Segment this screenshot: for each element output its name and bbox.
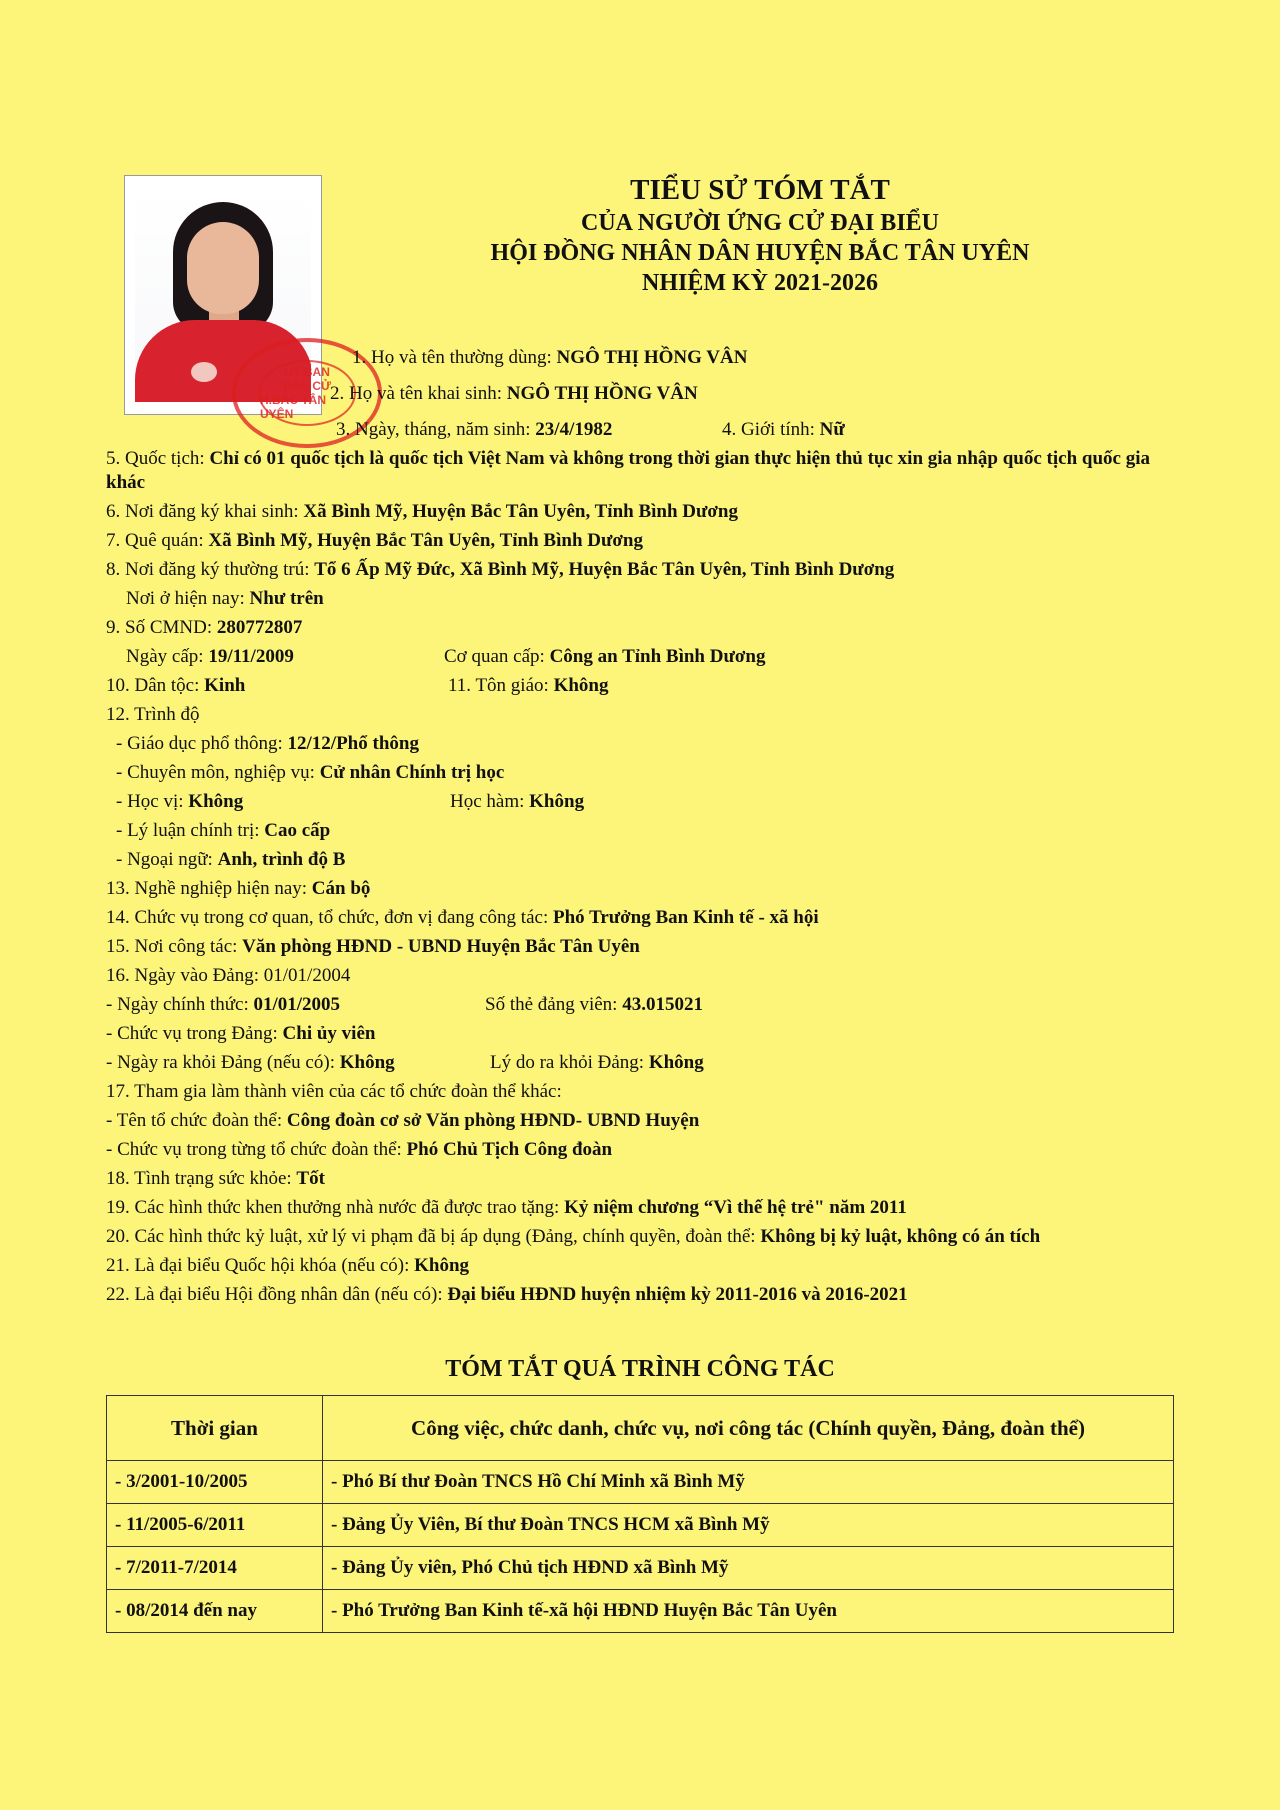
- row-time: - 11/2005-6/2011: [107, 1504, 323, 1547]
- field-ethnicity: 10. Dân tộc: Kinh: [106, 675, 246, 696]
- row-time: - 7/2011-7/2014: [107, 1547, 323, 1590]
- document-header: [440, 172, 1080, 298]
- field-nationality: 5. Quốc tịch: Chỉ có 01 quốc tịch là quốc tịch Việt Nam và không trong thời gian thực hiện thủ tục xin gia nhập quốc tịch quốc gia khác: [106, 448, 1151, 493]
- field-party-leave-reason: Lý do ra khỏi Đảng: Không: [490, 1052, 704, 1073]
- header-line-2: CỦA NGƯỜI ỨNG CỬ ĐẠI BIỂU: [580, 210, 939, 236]
- row-description: - Phó Trưởng Ban Kinh tế-xã hội HĐND Huyện Bắc Tân Uyên: [323, 1590, 1174, 1633]
- header-line-4: NHIỆM KỲ 2021-2026: [642, 270, 878, 296]
- table-header-row: [107, 1396, 1174, 1461]
- table-row: [107, 1504, 1174, 1547]
- row-description: - Phó Bí thư Đoàn TNCS Hồ Chí Minh xã Bình Mỹ: [323, 1461, 1174, 1504]
- field-organization-name: - Tên tổ chức đoàn thể: Công đoàn cơ sở Văn phòng HĐND- UBND Huyện: [106, 1110, 700, 1131]
- field-degree: - Học vị: Không: [116, 791, 244, 812]
- field-birth-name: 2. Họ và tên khai sinh: NGÔ THỊ HỒNG VÂN: [330, 383, 698, 404]
- field-hometown: 7. Quê quán: Xã Bình Mỹ, Huyện Bắc Tân Uyên, Tỉnh Bình Dương: [106, 530, 643, 551]
- row-description: - Đảng Ủy viên, Phó Chủ tịch HĐND xã Bình Mỹ: [323, 1547, 1174, 1590]
- field-education-heading: 12. Trình độ: [106, 704, 200, 725]
- field-id-issue-date: Ngày cấp: 19/11/2009: [126, 646, 294, 667]
- field-health: 18. Tình trạng sức khỏe: Tốt: [106, 1168, 325, 1189]
- seal-text-1: ỦY BAN: [284, 365, 330, 379]
- row-description: - Đảng Ủy Viên, Bí thư Đoàn TNCS HCM xã Bình Mỹ: [323, 1504, 1174, 1547]
- field-discipline: 20. Các hình thức kỷ luật, xử lý vi phạm đã bị áp dụng (Đảng, chính quyền, đoàn thể: Không bị kỷ luật, không có án tích: [106, 1226, 1041, 1247]
- field-party-official-date: - Ngày chính thức: 01/01/2005: [106, 994, 341, 1015]
- field-awards: 19. Các hình thức khen thưởng nhà nước đã được trao tặng: Kỷ niệm chương “Vì thế hệ trẻ" năm 2011: [106, 1197, 907, 1218]
- field-permanent-residence: 8. Nơi đăng ký thường trú: Tổ 6 Ấp Mỹ Đức, Xã Bình Mỹ, Huyện Bắc Tân Uyên, Tỉnh Bình Dương: [106, 559, 895, 580]
- field-common-name: 1. Họ và tên thường dùng: NGÔ THỊ HỒNG VÂN: [352, 347, 748, 368]
- header-line-3: HỘI ĐỒNG NHÂN DÂN HUYỆN BẮC TÂN UYÊN: [490, 240, 1030, 266]
- field-birth-registration: 6. Nơi đăng ký khai sinh: Xã Bình Mỹ, Huyện Bắc Tân Uyên, Tỉnh Bình Dương: [106, 501, 739, 522]
- field-birth-date: 3. Ngày, tháng, năm sinh: 23/4/1982: [336, 419, 613, 440]
- table-row: [107, 1590, 1174, 1633]
- field-id-number: 9. Số CMND: 280772807: [106, 617, 303, 638]
- work-history-title: TÓM TẮT QUÁ TRÌNH CÔNG TÁC: [445, 1356, 835, 1382]
- seal-text-3: H.BẮC TÂN UYÊN: [260, 393, 326, 421]
- seal-text-2: BẦU CỬ: [283, 379, 331, 393]
- photo-flower-pattern: [191, 362, 217, 382]
- field-specialty: - Chuyên môn, nghiệp vụ: Cử nhân Chính trị học: [116, 762, 505, 783]
- field-national-assembly: 21. Là đại biểu Quốc hội khóa (nếu có): Không: [106, 1255, 470, 1276]
- table-row: [107, 1461, 1174, 1504]
- field-peoples-council: 22. Là đại biểu Hội đồng nhân dân (nếu có): Đại biểu HĐND huyện nhiệm kỳ 2011-2016 và 2016-2021: [106, 1284, 908, 1305]
- field-organizations-heading: 17. Tham gia làm thành viên của các tổ chức đoàn thể khác:: [106, 1081, 562, 1102]
- field-religion: 11. Tôn giáo: Không: [448, 675, 609, 696]
- field-party-card: Số thẻ đảng viên: 43.015021: [485, 994, 703, 1015]
- field-party-position: - Chức vụ trong Đảng: Chi ủy viên: [106, 1023, 376, 1044]
- field-political-theory: - Lý luận chính trị: Cao cấp: [116, 820, 331, 841]
- work-history-table: [106, 1395, 1174, 1633]
- row-time: - 08/2014 đến nay: [107, 1590, 323, 1633]
- field-occupation: 13. Nghề nghiệp hiện nay: Cán bộ: [106, 878, 371, 899]
- field-academic-title: Học hàm: Không: [450, 791, 585, 812]
- field-organization-role: - Chức vụ trong từng tổ chức đoàn thể: Phó Chủ Tịch Công đoàn: [106, 1139, 613, 1160]
- field-position: 14. Chức vụ trong cơ quan, tổ chức, đơn vị đang công tác: Phó Trưởng Ban Kinh tế - xã hội: [106, 907, 819, 928]
- field-party-join-date: 16. Ngày vào Đảng: 01/01/2004: [106, 965, 351, 986]
- field-foreign-language: - Ngoại ngữ: Anh, trình độ B: [116, 849, 346, 870]
- photo-face: [187, 222, 259, 314]
- table-row: [107, 1547, 1174, 1590]
- row-time: - 3/2001-10/2005: [107, 1461, 323, 1504]
- field-workplace: 15. Nơi công tác: Văn phòng HĐND - UBND Huyện Bắc Tân Uyên: [106, 936, 640, 957]
- field-general-education: - Giáo dục phổ thông: 12/12/Phổ thông: [116, 733, 419, 754]
- field-id-issuer: Cơ quan cấp: Công an Tỉnh Bình Dương: [444, 646, 766, 667]
- column-header-time: Thời gian: [107, 1396, 323, 1461]
- column-header-description: Công việc, chức danh, chức vụ, nơi công tác (Chính quyền, Đảng, đoàn thể): [323, 1396, 1174, 1461]
- field-party-leave-date: - Ngày ra khỏi Đảng (nếu có): Không: [106, 1052, 395, 1073]
- field-gender: 4. Giới tính: Nữ: [722, 419, 845, 440]
- document-title: TIỂU SỬ TÓM TẮT: [630, 174, 890, 206]
- field-current-residence: Nơi ở hiện nay: Như trên: [126, 588, 324, 609]
